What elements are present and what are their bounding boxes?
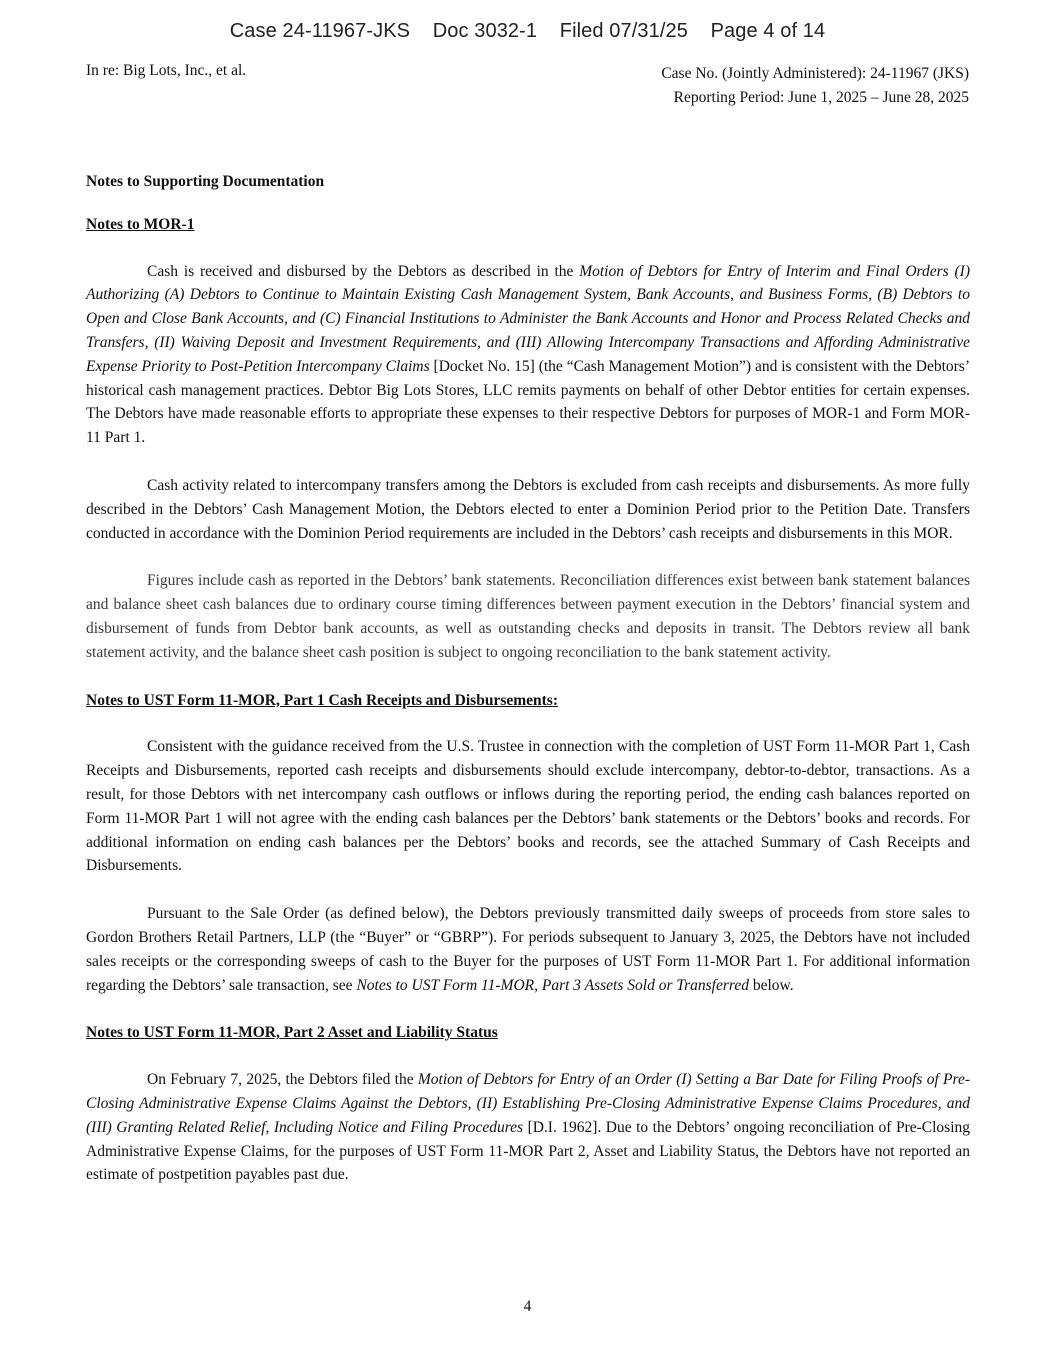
section-heading-part1: Notes to UST Form 11-MOR, Part 1 Cash Receipts and Disbursements: bbox=[86, 691, 559, 709]
mor1-p1-text-a: Cash is received and disbursed by the Debtors as described in the bbox=[147, 262, 580, 280]
header-case-number: Case No. (Jointly Administered): 24-11967 (JKS) bbox=[661, 65, 969, 82]
mor1-paragraph-2: Cash activity related to intercompany transfers among the Debtors is excluded from cash receipts and disbursements. As more fully described in the Debtors’ Cash Management Motion, the Debtors elected to enter a Dominion Period prior to the Petition Date. Transfers conducted in accordance with the Dominion Period requirements are included in the Debtors’ cash receipts and disbursements in this MOR. bbox=[86, 476, 970, 542]
mor1-paragraph-1 bbox=[86, 260, 970, 450]
header-reporting-period: Reporting Period: June 1, 2025 – June 28, 2025 bbox=[673, 89, 969, 106]
court-filing-stamp bbox=[0, 20, 1055, 43]
mor1-p1-text-b: [Docket No. 15] (the “Cash Management Motion”) and is consistent with the Debtors’ historical cash management practices. Debtor Big Lots Stores, LLC remits payments on behalf of other Debtor entities for certain expenses. The Debtors have made reasonable efforts to appropriate these expenses to their respective Debtors for purposes of MOR-1 and Form MOR-11 Part 1. bbox=[86, 357, 970, 447]
stamp-case-number: Case 24-11967-JKS bbox=[229, 20, 411, 42]
part1-p2-text-a: Pursuant to the Sale Order (as defined below), the Debtors previously transmitted daily sweeps of proceeds from store sales to Gordon Brothers Retail Partners, LLP (the “Buyer” or “GBRP”). For periods subsequent to January 3, 2025, the Debtors have not included sales receipts or the corresponding sweeps of cash to the Buyer for the purposes of UST Form 11-MOR Part 1. For additional information regarding the Debtors’ sale transaction, see bbox=[86, 905, 970, 994]
part1-paragraph-2 bbox=[86, 902, 970, 997]
part2-p1-motion-title: Motion of Debtors for Entry of an Order (I) Setting a Bar Date for Filing Proofs of Pre-Closing Administrative Expense Claims Against the Debtors, (II) Establishing Pre-Closing Administrative Expense Claims Procedures, and (III) Granting Related Relief, Including Notice and Filing Procedures bbox=[86, 1071, 971, 1136]
part2-paragraph-1 bbox=[86, 1068, 970, 1187]
document-title: Notes to Supporting Documentation bbox=[86, 173, 325, 190]
part1-p2-text-b: below. bbox=[749, 976, 794, 994]
header-case-info bbox=[661, 62, 969, 110]
stamp-filed-date: Filed 07/31/25 bbox=[559, 20, 688, 42]
part1-paragraph-1: Consistent with the guidance received from the U.S. Trustee in connection with the completion of UST Form 11-MOR Part 1, Cash Receipts and Disbursements, reported cash receipts and disbursements should exclude intercompany, debtor-to-debtor, transactions. As a result, for those Debtors with net intercompany cash outflows or inflows during the reporting period, the ending cash balances reported on Form 11-MOR Part 1 will not agree with the ending cash balances per the Debtors’ bank statements or the Debtors’ books and records. For additional information on ending cash balances per the Debtors’ books and records, see the attached Summary of Cash Receipts and Disbursements. bbox=[86, 738, 970, 875]
mor1-p1-motion-title: Motion of Debtors for Entry of Interim and Final Orders (I) Authorizing (A) Debtors to Continue to Maintain Existing Cash Management System, Bank Accounts, and Business Forms, (B) Debtors to Open and Close Bank Accounts, and (C) Financial Institutions to Administer the Bank Accounts and Honor and Process Related Checks and Transfers, (II) Waiving Deposit and Investment Requirements, and (III) Allowing Intercompany Transactions and Affording Administrative Expense Priority to Post-Petition Intercompany Claims bbox=[86, 262, 970, 375]
stamp-doc-number: Doc 3032-1 bbox=[432, 20, 538, 42]
section-heading-part2: Notes to UST Form 11-MOR, Part 2 Asset and Liability Status bbox=[86, 1024, 498, 1042]
part1-p2-reference: Notes to UST Form 11-MOR, Part 3 Assets Sold or Transferred bbox=[356, 976, 749, 994]
header-case-caption: In re: Big Lots, Inc., et al. bbox=[86, 62, 247, 79]
section-heading-mor1: Notes to MOR-1 bbox=[86, 215, 195, 233]
mor1-paragraph-3: Figures include cash as reported in the Debtors’ bank statements. Reconciliation differences exist between bank statement balances and balance sheet cash balances due to ordinary course timing differences between payment execution in the Debtors’ financial system and disbursement of funds from Debtor bank accounts, as well as outstanding checks and deposits in transit. The Debtors review all bank statement activity, and the balance sheet cash position is subject to ongoing reconciliation to the bank statement activity. bbox=[86, 572, 970, 661]
part2-p1-text-b: [D.I. 1962]. Due to the Debtors’ ongoing reconciliation of Pre-Closing Administrative Expense Claims, for the purposes of UST Form 11-MOR Part 2, Asset and Liability Status, the Debtors have not reported an estimate of postpetition payables past due. bbox=[86, 1118, 970, 1184]
page-number: 4 bbox=[523, 1298, 532, 1315]
part2-p1-text-a: On February 7, 2025, the Debtors filed the bbox=[147, 1071, 418, 1089]
document-body bbox=[86, 170, 970, 1211]
stamp-page-count: Page 4 of 14 bbox=[710, 20, 826, 42]
